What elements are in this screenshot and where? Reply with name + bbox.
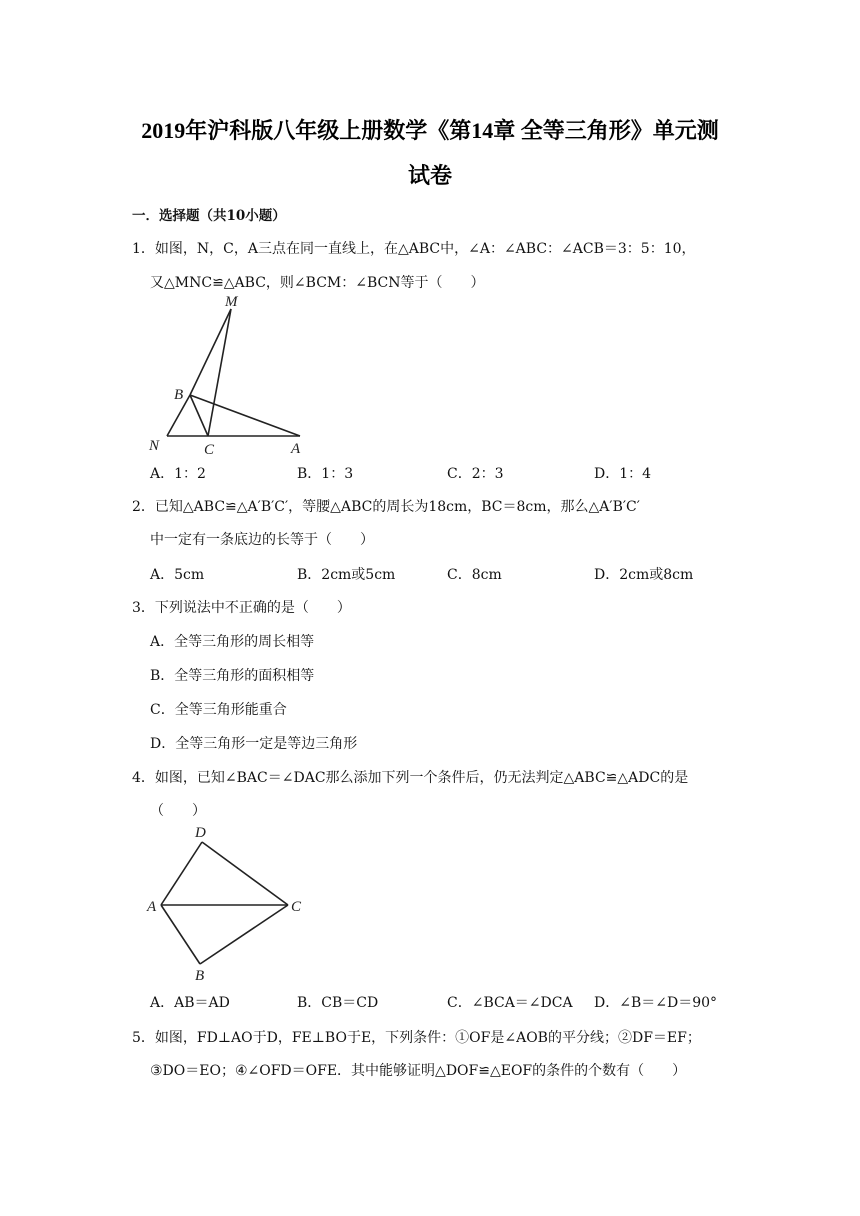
figure-4-label-d: D [195, 825, 206, 841]
question-1-line-2: 又△MNC≌△ABC，则∠BCM：∠BCN等于（ ） [150, 275, 485, 291]
question-4-line-2: （ ） [150, 803, 206, 819]
page-title-line-2: 试卷 [407, 163, 452, 188]
question-2-line-1: 2．已知△ABC≌△A′B′C′，等腰△ABC的周长为18cm，BC＝8cm，那么△A′B′C′ [132, 499, 640, 515]
question-4-option-a: A．AB＝AD [150, 995, 230, 1011]
question-3-option-d: D．全等三角形一定是等边三角形 [150, 736, 358, 752]
question-1-option-c: C．2：3 [447, 466, 504, 482]
question-2-option-d: D．2cm或8cm [594, 567, 694, 583]
question-1-figure [145, 292, 310, 457]
question-3-line-1: 3．下列说法中不正确的是（ ） [132, 600, 351, 616]
figure-1-label-b: B [174, 387, 184, 403]
question-4-line-1: 4．如图，已知∠BAC＝∠DAC那么添加下列一个条件后，仍无法判定△ABC≌△ADC的是 [132, 770, 689, 786]
question-5-line-2: ③DO＝EO；④∠OFD＝OFE．其中能够证明△DOF≌△EOF的条件的个数有（ ） [150, 1063, 687, 1079]
figure-1-label-m: M [225, 294, 238, 310]
figure-1-label-c: C [204, 442, 215, 457]
section-heading: 一．选择题（共10小题） [132, 208, 286, 224]
figure-4-label-c: C [291, 899, 302, 915]
question-4-option-c: C．∠BCA＝∠DCA [447, 995, 573, 1011]
question-1-option-a: A．1：2 [150, 466, 206, 482]
figure-4-label-a: A [147, 899, 157, 915]
question-1-line-1: 1．如图，N，C，A三点在同一直线上，在△ABC中，∠A：∠ABC：∠ACB＝3：5：10， [132, 241, 696, 257]
question-3-option-c: C．全等三角形能重合 [150, 702, 287, 718]
figure-4-label-b: B [195, 968, 205, 984]
figure-1-label-a: A [291, 441, 301, 457]
question-1-option-d: D．1：4 [594, 466, 652, 482]
question-2-line-2: 中一定有一条底边的长等于（ ） [150, 532, 374, 548]
question-3-option-a: A．全等三角形的周长相等 [150, 634, 315, 650]
question-5-line-1: 5．如图，FD⊥AO于D，FE⊥BO于E，下列条件：①OF是∠AOB的平分线；②DF＝EF； [132, 1030, 701, 1046]
question-3-option-b: B．全等三角形的面积相等 [150, 668, 315, 684]
question-2-option-a: A．5cm [150, 567, 205, 583]
question-2-option-c: C．8cm [447, 567, 502, 583]
figure-1-label-n: N [149, 438, 160, 454]
page-title-line-1: 2019年沪科版八年级上册数学《第14章 全等三角形》单元测 [141, 118, 719, 143]
question-1-option-b: B．1：3 [297, 466, 354, 482]
question-4-option-b: B．CB＝CD [297, 995, 379, 1011]
question-4-option-d: D．∠B＝∠D＝90° [594, 995, 718, 1011]
question-4-figure [145, 822, 315, 987]
question-2-option-b: B．2cm或5cm [297, 567, 396, 583]
